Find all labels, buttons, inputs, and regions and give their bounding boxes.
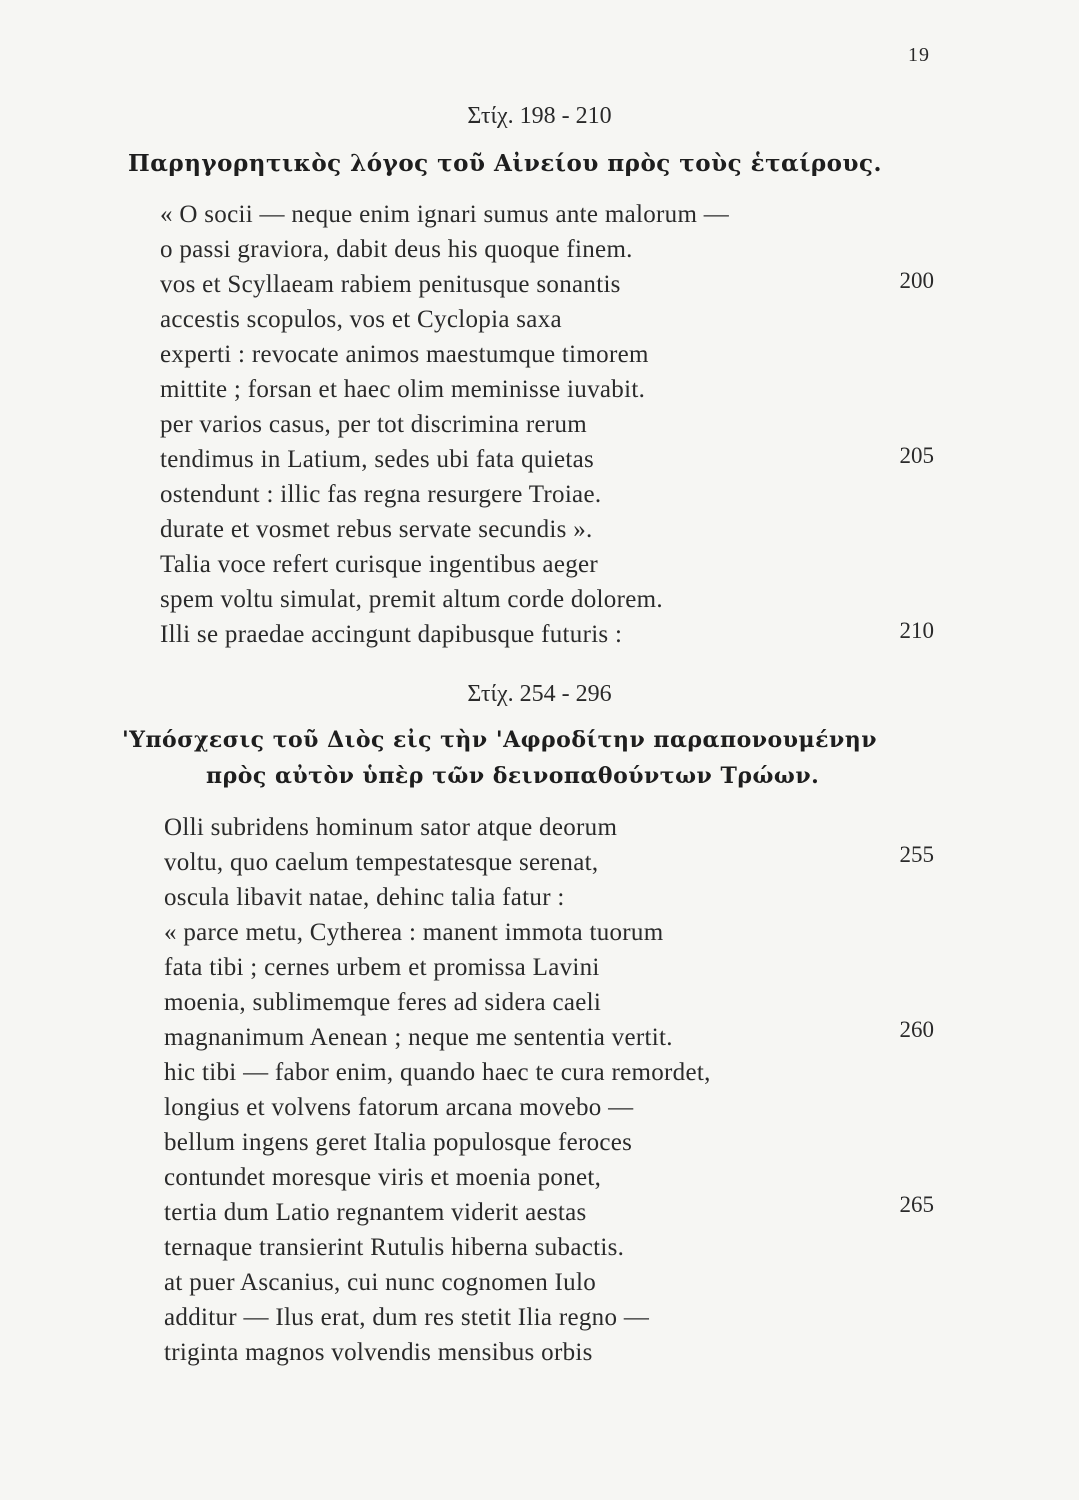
verse-line: longius et volvens fatorum arcana movebo —: [164, 1094, 634, 1121]
line-number: 205: [899, 443, 934, 468]
verse-line: tertia dum Latio regnantem viderit aestas: [164, 1199, 587, 1226]
line-number: 255: [899, 842, 934, 867]
verse-line: o passi graviora, dabit deus his quoque finem.: [160, 236, 633, 263]
verse-line: tendimus in Latium, sedes ubi fata quietas: [160, 446, 595, 473]
verse-line: contundet moresque viris et moenia ponet,: [164, 1164, 602, 1191]
verse-line: mittite ; forsan et haec olim meminisse iuvabit.: [160, 376, 646, 403]
verse-reference: Στίχ. 198 - 210: [467, 103, 612, 129]
verse-line: additur — Ilus erat, dum res stetit Ilia regno —: [164, 1304, 650, 1331]
verse-line: Illi se praedae accingunt dapibusque futuris :: [160, 621, 623, 648]
verse-line: bellum ingens geret Italia populosque feroces: [164, 1129, 633, 1156]
verse-line: magnanimum Aenean ; neque me sententia vertit.: [164, 1024, 673, 1051]
verse-line: triginta magnos volvendis mensibus orbis: [164, 1339, 593, 1366]
section-heading: πρὸς αὐτὸν ὑπὲρ τῶν δεινοπαθούντων Τρώων.: [206, 763, 820, 789]
verse-line: Olli subridens hominum sator atque deorum: [164, 814, 618, 841]
verse-line: oscula libavit natae, dehinc talia fatur :: [164, 884, 565, 911]
verse-line: vos et Scyllaeam rabiem penitusque sonantis: [160, 271, 621, 298]
verse-block: [164, 810, 711, 1370]
line-number: 265: [899, 1192, 934, 1217]
page-number: 19: [908, 44, 930, 66]
verse-line: fata tibi ; cernes urbem et promissa Lavini: [164, 954, 600, 981]
verse-line: Talia voce refert curisque ingentibus aeger: [160, 551, 599, 578]
section-heading: Παρηγορητικὸς λόγος τοῦ Αἰνείου πρὸς τοὺς ἑταίρους.: [128, 150, 882, 177]
verse-line: voltu, quo caelum tempestatesque serenat,: [164, 849, 599, 876]
verse-line: ostendunt : illic fas regna resurgere Troiae.: [160, 481, 602, 508]
verse-line: experti : revocate animos maestumque timorem: [160, 341, 649, 368]
verse-line: at puer Ascanius, cui nunc cognomen Iulo: [164, 1269, 597, 1296]
verse-line: ternaque transierint Rutulis hiberna subactis.: [164, 1234, 625, 1261]
verse-line: per varios casus, per tot discrimina rerum: [160, 411, 588, 438]
verse-line: durate et vosmet rebus servate secundis ».: [160, 516, 593, 543]
verse-line: « O socii — neque enim ignari sumus ante malorum —: [160, 201, 730, 228]
verse-line: accestis scopulos, vos et Cyclopia saxa: [160, 306, 562, 333]
line-number: 210: [899, 618, 934, 643]
verse-block: [160, 197, 729, 652]
verse-line: hic tibi — fabor enim, quando haec te cura remordet,: [164, 1059, 711, 1086]
verse-line: « parce metu, Cytherea : manent immota tuorum: [164, 919, 664, 946]
line-number: 260: [899, 1017, 934, 1042]
verse-reference: Στίχ. 254 - 296: [467, 681, 612, 707]
line-number: 200: [899, 268, 934, 293]
verse-line: moenia, sublimemque feres ad sidera caeli: [164, 989, 602, 1016]
verse-line: spem voltu simulat, premit altum corde dolorem.: [160, 586, 663, 613]
section-heading: 'Υπόσχεσις τοῦ Διὸς εἰς τὴν 'Αφροδίτην παραπονουμένην: [122, 727, 877, 753]
